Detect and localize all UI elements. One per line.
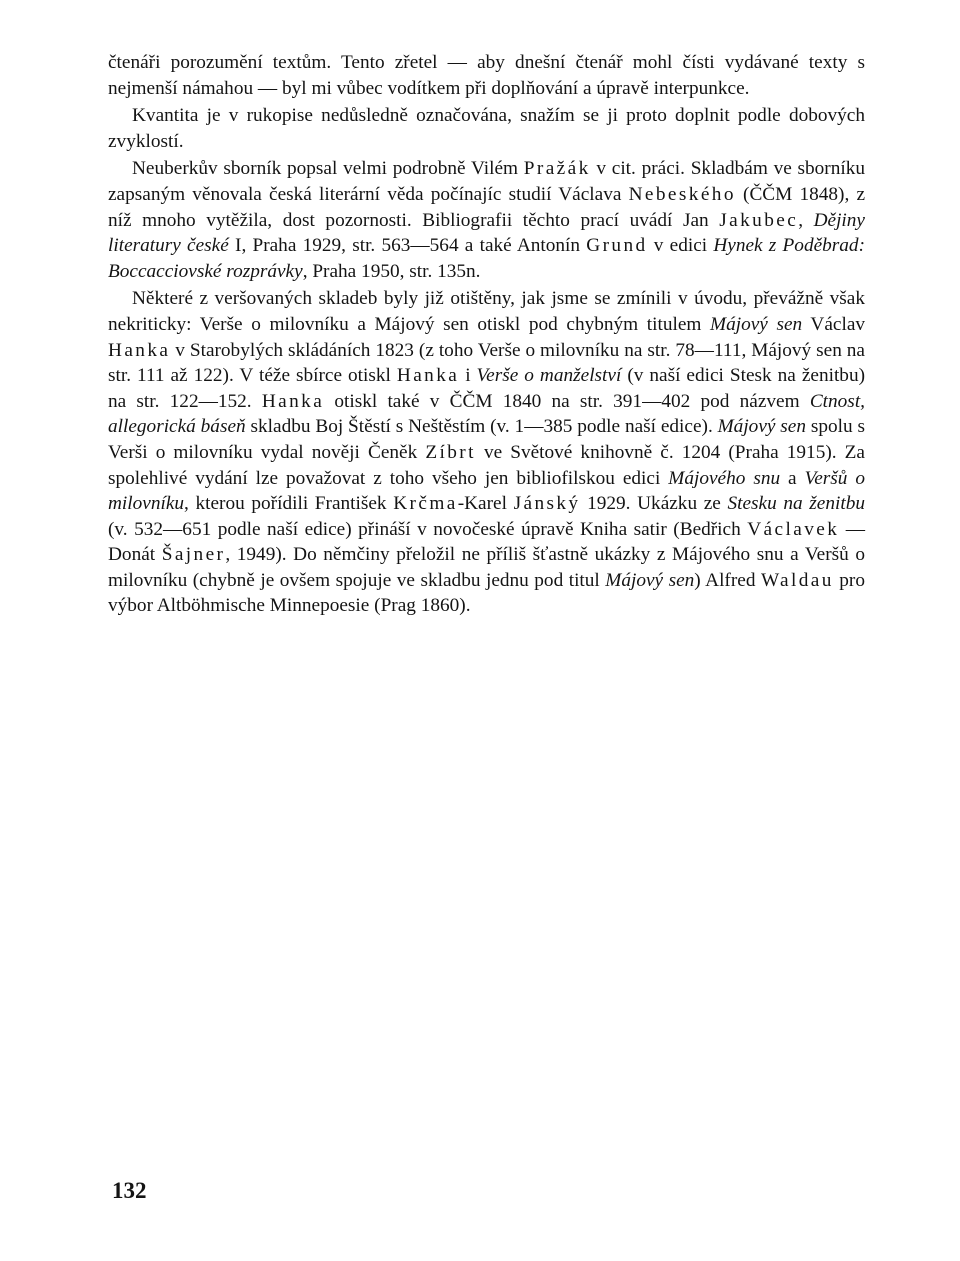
text-run: (v. 532—651 podle naší edice) přináší v novočeské úpravě Kniha satir (Bedřich: [108, 518, 748, 540]
text-run: v cit. práci. Skladbám ve sborníku zapsaným věnovala česká literární věda počínajíc studií Václava: [108, 158, 865, 205]
text-run: -Karel: [457, 493, 514, 515]
text-run: , kterou pořídili František: [184, 493, 394, 515]
author-name: Pražák: [523, 158, 591, 180]
text-run: Václav: [802, 313, 866, 335]
work-title: Májový sen: [710, 313, 803, 335]
text-run: Kvantita je v rukopise nedůsledně označována, snažím se ji proto doplnit podle dobových zvyklostí.: [108, 105, 865, 152]
author-name: Jánský: [513, 493, 581, 515]
text-run: čtenáři porozumění textům. Tento zřetel — aby dnešní čtenář mohl čísti vydávané texty s nejmenší námahou — byl mi vůbec vodítkem při doplňování a úpravě interpunkce.: [108, 52, 865, 99]
text-run: i: [459, 365, 477, 387]
page-number: 132: [112, 1178, 147, 1203]
author-name: Jakubec: [719, 209, 799, 231]
text-run: ve Světové knihovně č. 1204 (Praha 1915). Za spolehlivé vydání lze považovat z toho všeho jen bibliofilskou edici: [108, 441, 865, 489]
text-run: , Praha 1950, str. 135n.: [302, 260, 481, 282]
text-run: a: [780, 467, 805, 489]
text-run: Neuberkův sborník popsal velmi podrobně Vilém: [132, 158, 524, 180]
text-run: , 1949). Do němčiny přeložil ne příliš šťastně ukázky z Májového snu a Veršů o milovníku (chybně je ovšem spojuje ve skladbu jednu pod titul: [108, 544, 865, 591]
text-run: 1929. Ukázku ze: [580, 493, 728, 515]
paragraph-1: [108, 50, 865, 101]
text-run: — Donát: [108, 518, 865, 566]
paragraph-3: [108, 156, 865, 284]
text-run: I, Praha 1929, str. 563—564 a také Antonín: [228, 235, 587, 257]
work-title: Verše o manželství: [476, 365, 622, 387]
text-run: spolu s Verši o milovníku vydal nověji Čeněk: [108, 416, 865, 463]
page-body: [108, 50, 865, 619]
text-run: pro výbor Altböhmische Minnepoesie (Prag 1860).: [108, 569, 865, 617]
text-run: Některé z veršovaných skladeb byly již otištěny, jak jsme se zmínili v úvodu, převážně však nekriticky: Verše o milovníku a Májový sen otiskl pod chybným titulem: [108, 288, 865, 335]
author-name: Hanka: [261, 390, 325, 412]
text-run: otiskl také v ČČM 1840 na str. 391—402 pod názvem: [324, 390, 810, 412]
author-name: Grund: [586, 235, 648, 257]
work-title: Májový sen: [717, 416, 806, 438]
paragraph-2: [108, 103, 865, 154]
work-title: Veršů o milovníku: [108, 467, 865, 515]
text-run: v Starobylých skládáních 1823 (z toho Verše o milovníku na str. 78—111, Májový sen na str. 111 až 122). V téže sbírce otiskl: [108, 339, 865, 387]
work-title: Hynek z Poděbrad: Boccacciovské rozprávky: [108, 235, 865, 282]
author-name: Krčma: [393, 493, 458, 515]
author-name: Nebeského: [628, 183, 736, 205]
author-name: Zíbrt: [425, 441, 476, 463]
author-name: Šajner: [161, 544, 226, 566]
text-run: v edici: [647, 235, 714, 257]
text-run: ) Alfred: [694, 569, 761, 591]
paragraph-4: [108, 286, 865, 619]
author-name: Hanka: [108, 339, 171, 361]
author-name: Václavek: [747, 518, 840, 540]
work-title: Ctnost, allegorická báseň: [108, 390, 865, 438]
author-name: Hanka: [396, 365, 460, 387]
work-title: Stesku na ženitbu: [727, 493, 865, 515]
author-name: Waldau: [760, 569, 834, 591]
work-title: Dějiny literatury české: [108, 209, 865, 257]
text-run: (ČČM 1848), z níž mnoho vytěžila, dost pozornosti. Bibliografii těchto prací uvádí Jan: [108, 183, 866, 231]
work-title: Májový sen: [605, 569, 695, 591]
text-run: (v naší edici Stesk na ženitbu) na str. 122—152.: [108, 365, 865, 412]
text-run: ,: [798, 209, 814, 231]
text-run: skladbu Boj Štěstí s Neštěstím (v. 1—385 podle naší edice).: [245, 416, 718, 438]
work-title: Májového snu: [668, 467, 781, 489]
